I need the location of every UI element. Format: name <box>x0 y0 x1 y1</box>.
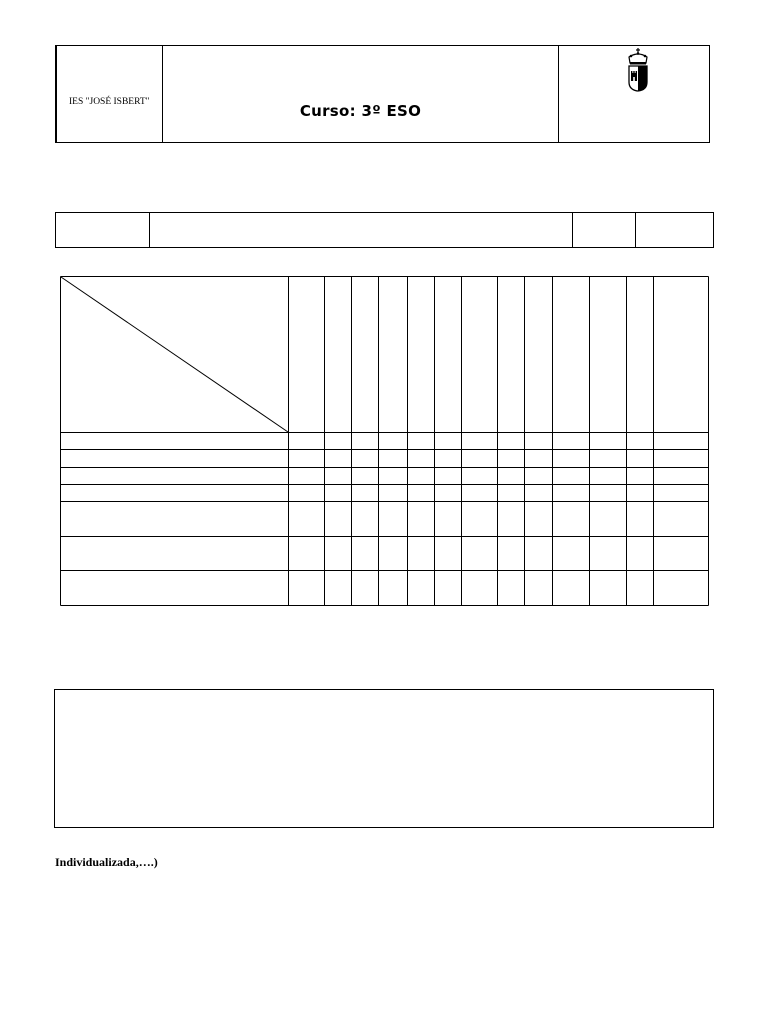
footer-note: Individualizada,….) <box>55 855 158 869</box>
document-header <box>55 45 710 143</box>
crown-shield-emblem-icon <box>625 48 651 92</box>
logo-cell <box>559 46 710 142</box>
course-cell <box>163 46 559 142</box>
info-cell-2 <box>150 213 573 247</box>
info-row <box>55 212 714 248</box>
school-name: IES "JOSÉ ISBERT" <box>69 97 150 107</box>
info-cell-1 <box>56 213 150 247</box>
header-diagonal <box>61 277 288 432</box>
info-cell-4 <box>636 213 713 247</box>
info-cell-3 <box>573 213 636 247</box>
evaluation-grid <box>60 276 709 606</box>
observations-box <box>54 689 714 828</box>
school-cell <box>57 46 163 142</box>
course-title: Curso: 3º ESO <box>299 102 422 120</box>
